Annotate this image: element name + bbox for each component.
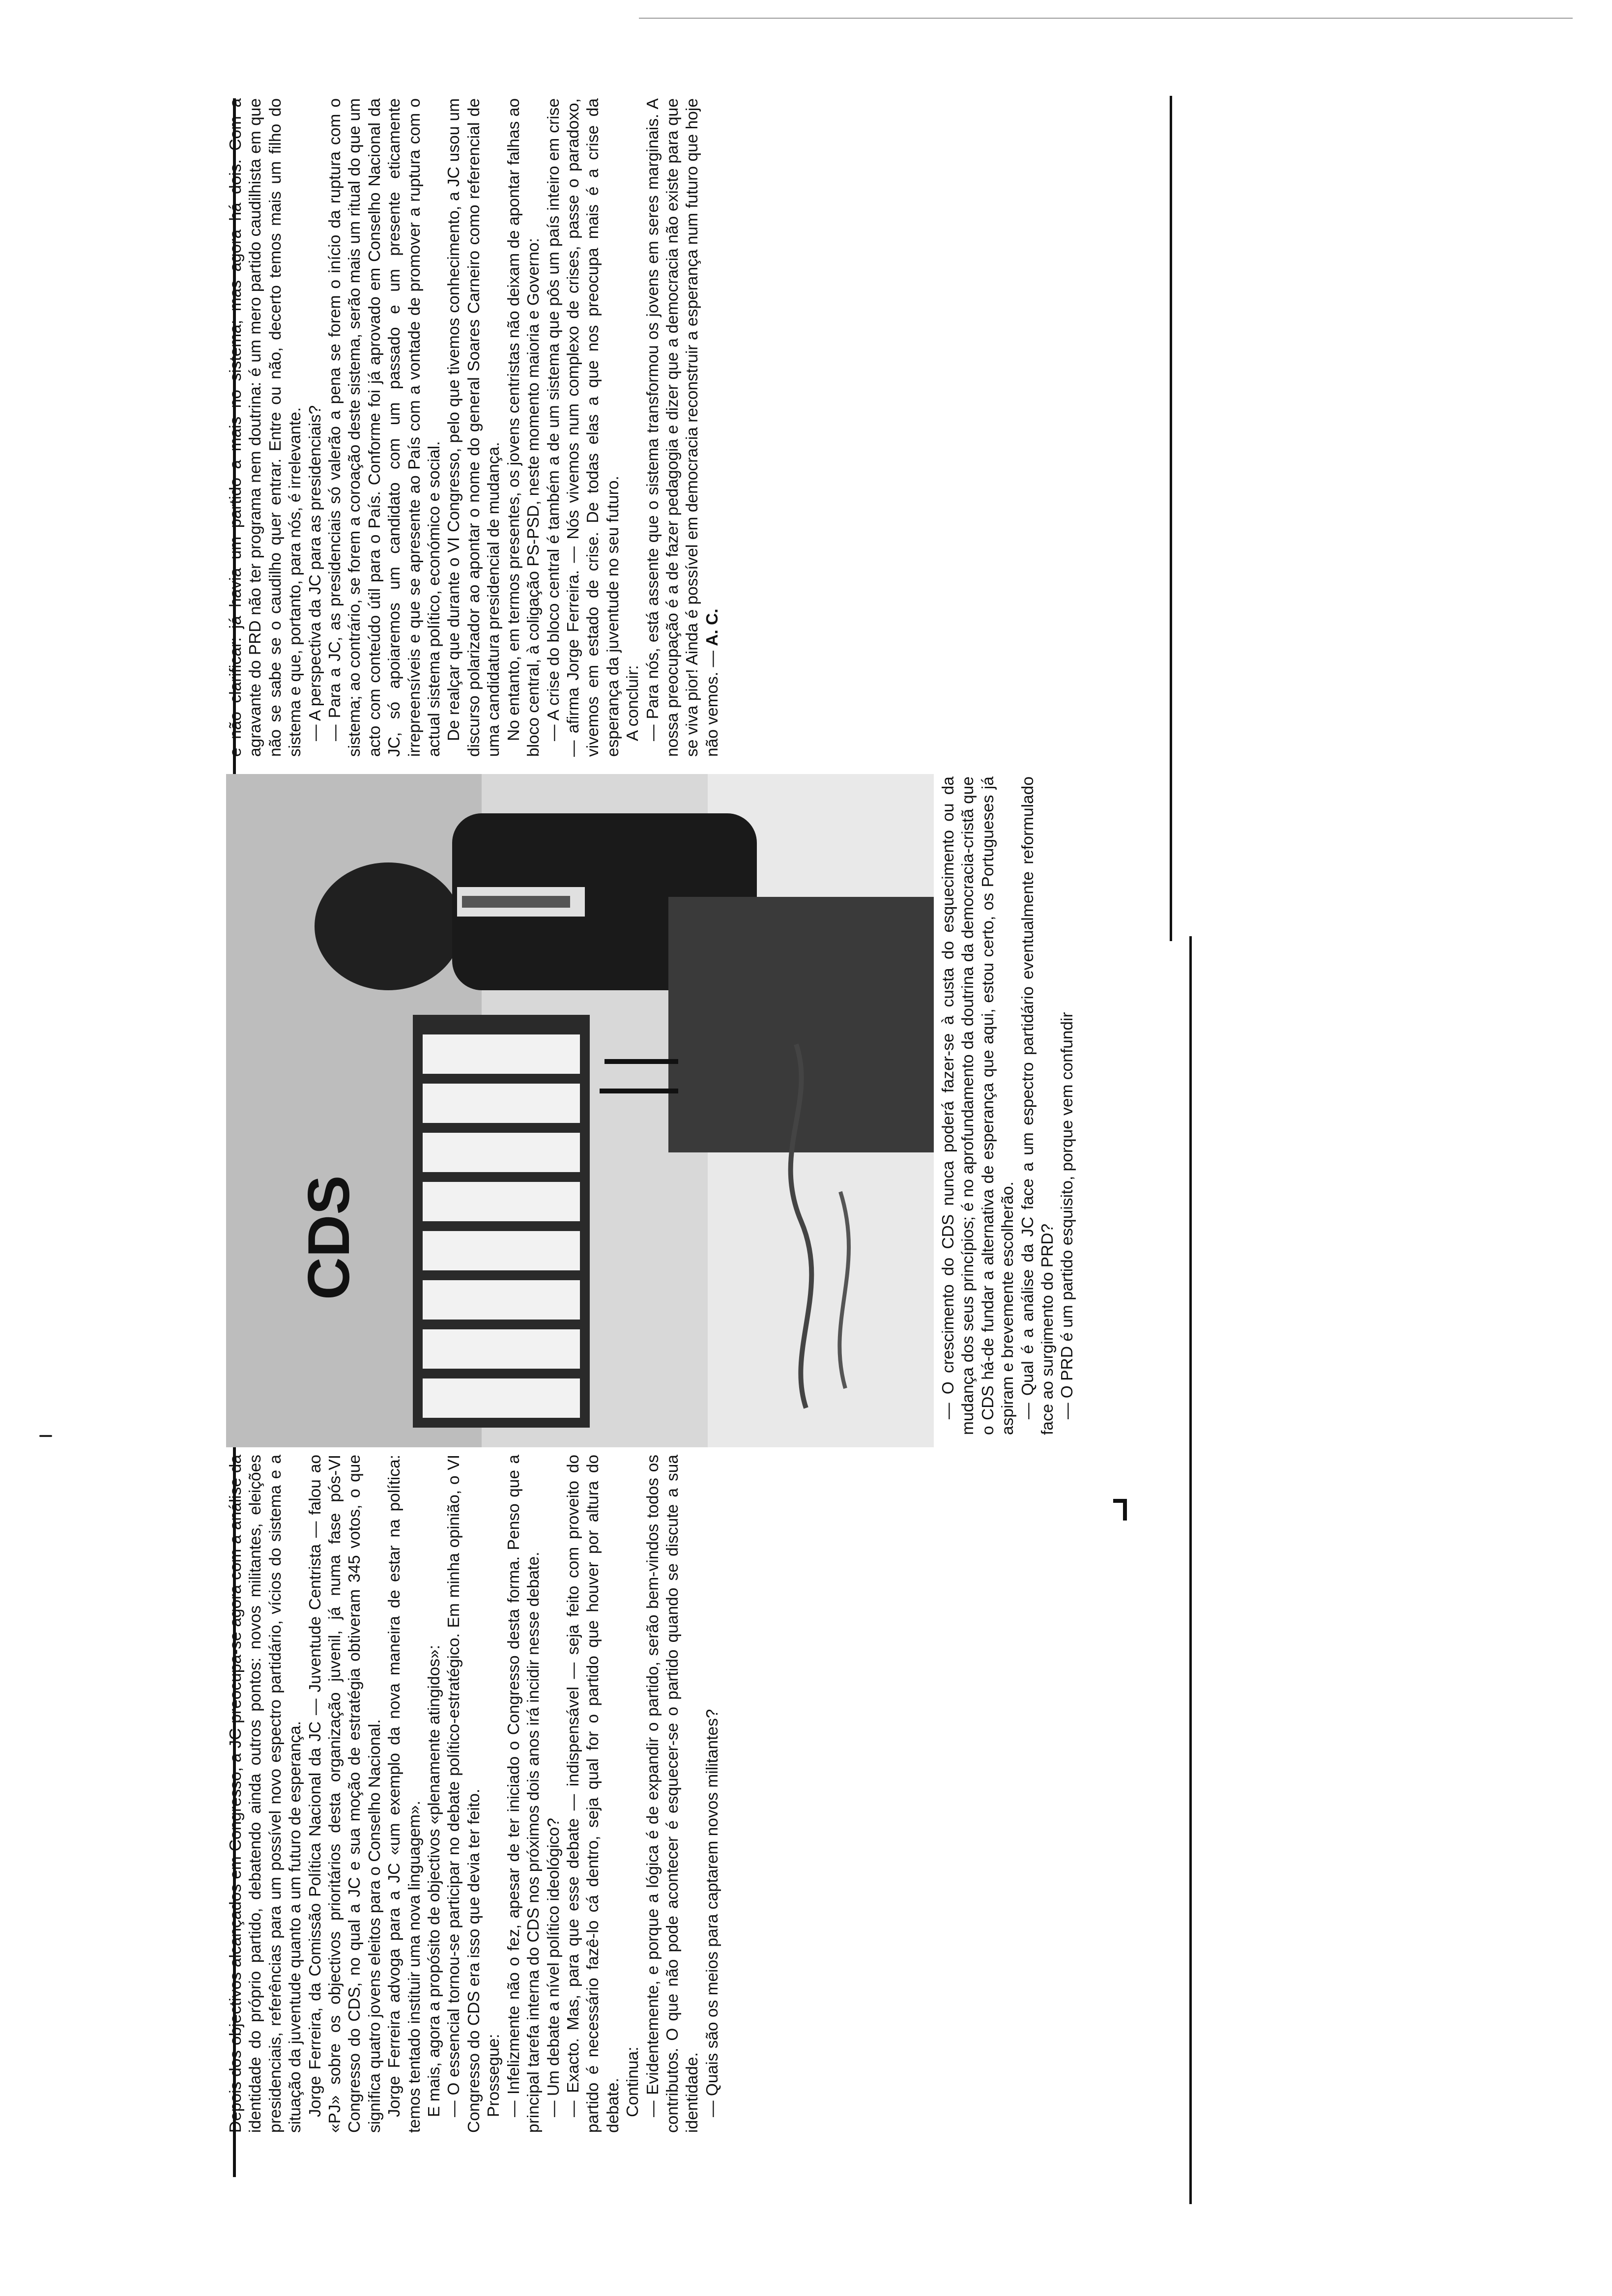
- paragraph: — Quais são os meios para captarem novos militantes?: [703, 1709, 721, 2117]
- paragraph: — A crise do bloco central é também a de um sistema que pôs um país inteiro em crise — afirma Jorge Ferreira. — Nós vivemos num complexo de crises, passe o paradoxo, vivemos em estado de crise. De todas elas a que nos preocupa mais é a crise da esperança da juventude no seu futuro.: [544, 98, 622, 757]
- paragraph: — Para a JC, as presidenciais só valerão a pena se forem o início da ruptura com o sistema; ao contrário, se forem a coroação deste sistema, serão mais um ritual do que um acto com conteúdo útil para o País. Conforme foi já aprovado em Conselho Nacional da JC, só apoiaremos um candidato com um passado e um presente eticamente irrepreensíveis e que se apresente ao País com a vontade de promover a ruptura com o actual sistema político, económico e social.: [326, 98, 444, 757]
- paragraph: No entanto, em termos presentes, os jovens centristas não deixam de apontar falhas ao bloco central, à coligação PS-PSD, neste momento maioria e Governo:: [504, 98, 543, 757]
- article-sheet: [226, 98, 1307, 2133]
- paragraph: — Um debate a nível político ideológico?: [544, 1818, 563, 2117]
- paragraph: — Infelizmente não o fez, apesar de ter iniciado o Congresso desta forma. Penso que a principal tarefa interna do CDS nos próximos dois anos irá incidir nesse debate.: [504, 1455, 543, 2133]
- author-signature: A. C.: [703, 608, 721, 646]
- paragraph: — O crescimento do CDS nunca poderá fazer-se à custa do esquecimento ou da mudança dos seus princípios; é no aprofundamento da doutrina da democracia-cristã que o CDS há-de fundar a alternativa de esperança que aqui, estou certo, os Portugueses já aspiram e brevemente escolherão.: [939, 776, 1017, 1435]
- scan-edge-line: [639, 18, 1573, 19]
- paragraph: Jorge Ferreira, da Comissão Política Nacional da JC — Juventude Centrista — falou ao «PJ» sobre os objectivos prioritários desta organização juvenil, já numa fase pós-VI Congresso do CDS, no qual a JC e sua moção de estratégia obtiveram 345 votos, o que significa quatro jovens eleitos para o Conselho Nacional.: [306, 1455, 384, 2133]
- paragraph: De realçar que durante o VI Congresso, pelo que tivemos conhecimento, a JC usou um discurso polarizador ao apontar o nome do general Soares Carneiro como referencial de uma candidatura presidencial de mudança.: [445, 98, 503, 757]
- paragraph: e não clarificar: já havia um partido a mais no sistema; mas agora há dois. Com a agravante do PRD não ter programa nem doutrina: é um mero partido caudilhista em que não se sabe se o caudilho quer entrar. Entre ou não, decerto temos mais um filho do sistema e que, portanto, para nós, é irrelevante.: [227, 98, 305, 757]
- paragraph: A concluir:: [624, 665, 642, 741]
- paragraph: — A perspectiva da JC para as presidenciais?: [306, 405, 324, 741]
- closing-text: — Para nós, está assente que o sistema transformou os jovens em seres marginais. A nossa preocupação é a de fazer pedagogia e dizer que a democracia não existe para que se viva pior! Ainda é possível em democracia reconstruir a esperança num futuro que hoje não vemos. —: [643, 98, 721, 757]
- scan-mark: [39, 1435, 52, 1437]
- paragraph: — Qual é a análise da JC face a um espectro partidário eventualmente reformulado face ao surgimento do PRD?: [1018, 776, 1057, 1435]
- microphone: [604, 1059, 678, 1064]
- microphone: [600, 1089, 678, 1093]
- paragraph: E mais, agora a propósito de objectivos «plenamente atingidos»:: [425, 1645, 444, 2117]
- paragraph: Depois dos objectivos alcançados em Congresso, a JC preocupa-se agora com a análise da identidade do próprio partido, debatendo ainda outros pontos: novos militantes, eleições presidenciais, referências para um possível novo espectro partidário, vícios do sistema e a situação da juventude quanto a um futuro de esperança.: [227, 1455, 305, 2133]
- paragraph: — O essencial tornou-se participar no debate político-estratégico. Em minha opinião, o VI Congresso do CDS era isso que devia ter feito.: [445, 1455, 483, 2133]
- paragraph: Continua:: [624, 2046, 642, 2117]
- paragraph: — Exacto. Mas, para que esse debate — indispensável — seja feito com proveito do partido é necessário fazê-lo cá dentro, seja qual for o partido que houver por altura do debate.: [564, 1455, 622, 2133]
- lectern: [668, 897, 934, 1152]
- paragraph: — O PRD é um partido esquisito, porque vem confundir: [1058, 1012, 1077, 1419]
- paragraph: Prossegue:: [485, 2034, 503, 2117]
- article-column-2: [939, 776, 1078, 1435]
- paragraph: — Evidentemente, e porque a lógica é de expandir o partido, serão bem-vindos todos os contributos. O que não pode acontecer é esquecer-se o partido quando se discute a sua identidade.: [643, 1455, 702, 2133]
- article-column-3: [226, 98, 722, 757]
- banner-label: CDS: [296, 1175, 362, 1300]
- paragraph: [643, 98, 723, 757]
- paragraph: Jorge Ferreira advoga para a JC «um exemplo da nova maneira de estar na política: temos tentado instituir uma nova linguagem».: [385, 1455, 424, 2133]
- article-column-1: [226, 1455, 722, 2133]
- photo-illustration: [226, 774, 934, 1447]
- press-photo: [226, 774, 934, 1447]
